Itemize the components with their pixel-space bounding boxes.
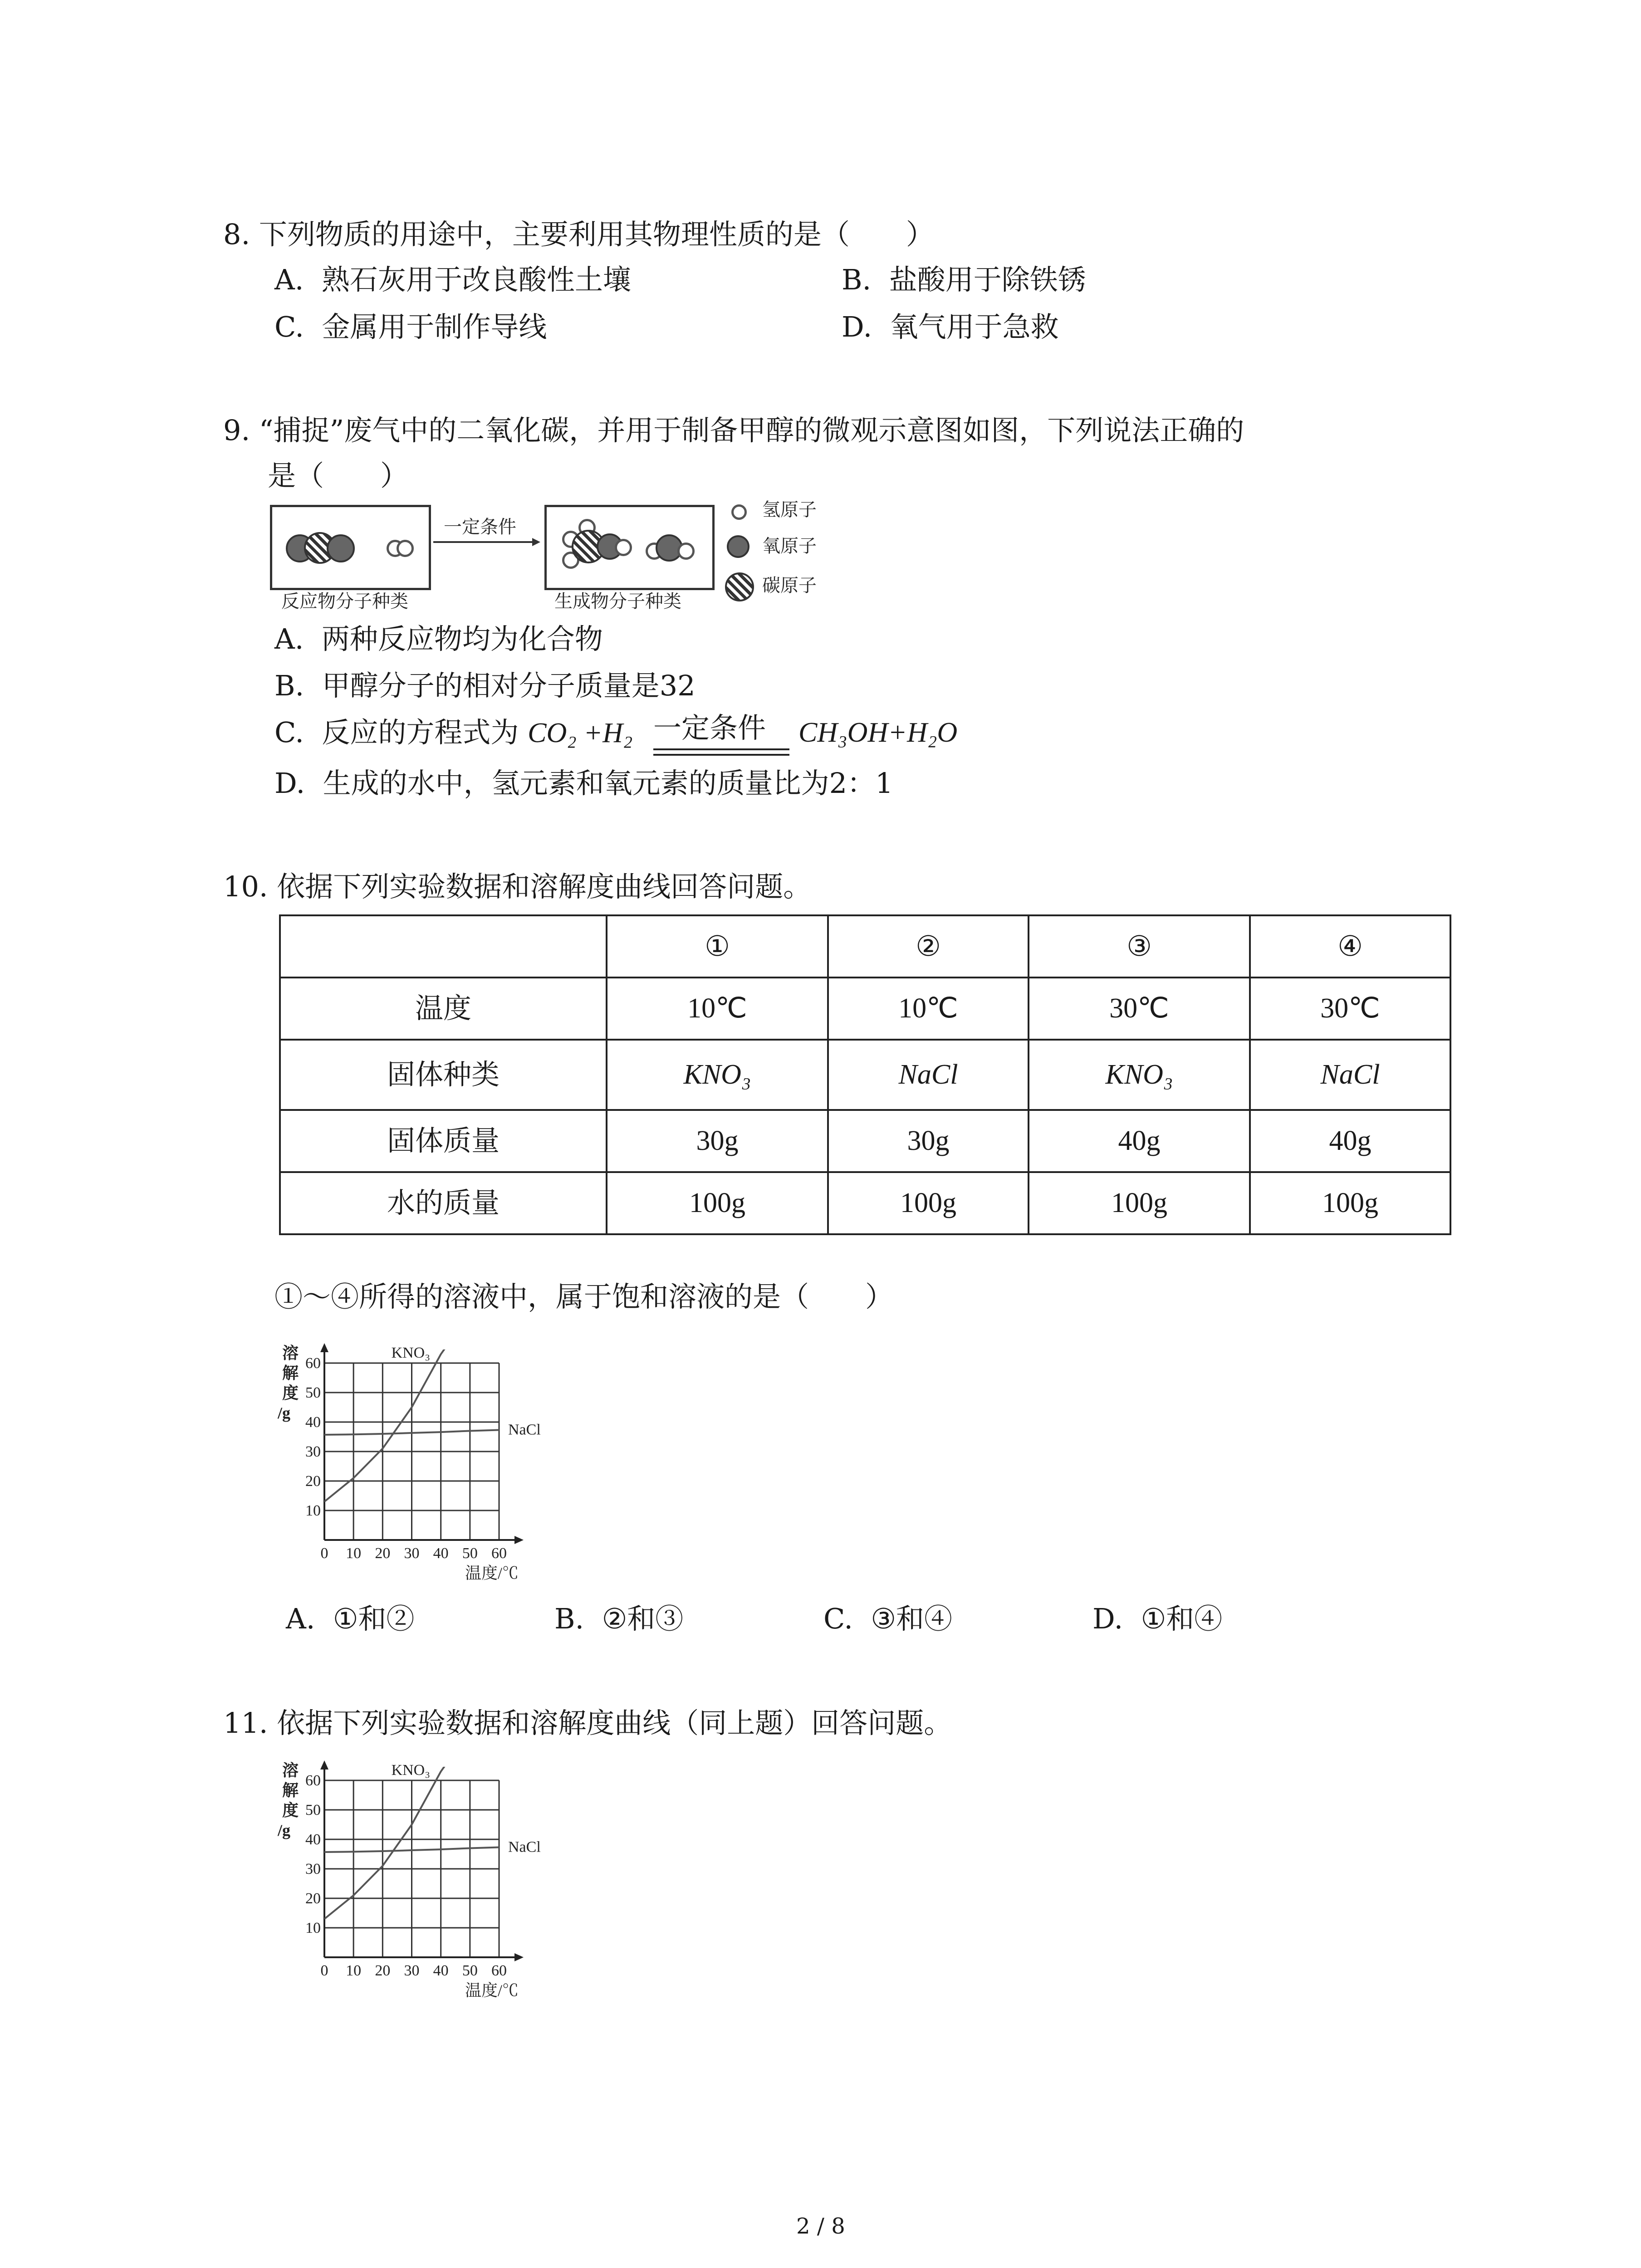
x-tick-label: 20 [375,1962,391,1979]
arrow-condition: 一定条件 [444,517,516,538]
q10-sub-question: ①～④所得的溶液中，属于饱和溶液的是（ ） [274,1280,894,1313]
y-axis-arrow-icon [320,1343,328,1352]
option-text: 反应的方程式为 [322,716,519,749]
hydrogen-legend-icon [731,504,747,520]
option-letter: D. [842,310,872,343]
solubility-curve-svg [272,1746,567,2000]
oxygen-legend-label: 氧原子 [762,536,817,557]
option-letter: A. [274,263,304,296]
hydrogen-atom-icon [677,543,695,560]
reactant-caption: 反应物分子种类 [281,591,408,612]
q8-option-d[interactable] [842,310,1059,344]
option-letter: A. [274,622,304,655]
equation-double-line [653,748,789,756]
x-tick-label: 60 [491,1962,507,1979]
option-text: 生成的水中，氢元素和氧元素的质量比为2：1 [323,767,893,800]
solubility-curve-svg [272,1329,567,1583]
x-tick-label: 0 [320,1962,328,1979]
y-tick-label: 10 [305,1502,321,1519]
x-axis-label: 温度/℃ [465,1564,519,1582]
option-text: ①和② [333,1602,415,1635]
table-cell: NaCl [1250,1040,1450,1110]
hydrogen-atom-icon [397,540,414,557]
reaction-arrow-icon [433,535,542,549]
oxygen-legend-icon [727,535,749,558]
x-axis-label: 温度/℃ [465,1981,519,1999]
carbon-legend-label: 碳原子 [762,575,817,596]
x-tick-label: 30 [404,1545,420,1562]
series-label-nacl: NaCl [508,1421,541,1438]
q10-option-a[interactable] [286,1602,415,1636]
experiment-table [279,914,1451,1235]
equation-products: CH₃OH+H₂O [798,717,958,748]
product-box [544,505,715,590]
x-tick-label: 20 [375,1545,391,1562]
reactant-box [270,505,431,590]
solubility-chart-2 [272,1746,567,2008]
equation-reactants: CO₂ +H₂ [528,718,633,748]
table-cell: KNO₃ [607,1040,828,1110]
carbon-legend-icon [725,572,754,601]
y-axis-arrow-icon [320,1760,328,1769]
option-text: 盐酸用于除铁锈 [889,263,1086,296]
y-tick-label: 40 [305,1414,321,1431]
option-text: 熟石灰用于改良酸性土壤 [321,263,631,296]
option-letter: B. [842,263,872,296]
hydrogen-atom-icon [615,539,632,556]
x-tick-label: 0 [320,1545,328,1562]
q8-option-c[interactable] [274,310,547,344]
product-caption: 生成物分子种类 [554,591,681,612]
table-header-row [280,915,1450,978]
x-tick-label: 40 [433,1545,449,1562]
table-header-cell: ② [828,915,1029,978]
option-text: 氧气用于急救 [890,310,1059,343]
q8-stem: 8. 下列物质的用途中，主要利用其物理性质的是（ ） [223,218,934,251]
solubility-chart-1 [272,1329,567,1590]
x-tick-label: 10 [346,1962,362,1979]
y-tick-label: 50 [305,1384,321,1401]
x-tick-label: 30 [404,1962,420,1979]
x-tick-label: 60 [491,1545,507,1562]
table-row [280,1110,1450,1172]
q11-stem: 11. 依据下列实验数据和溶解度曲线（同上题）回答问题。 [223,1706,952,1740]
oxygen-atom-icon [327,534,355,562]
table-cell: 100g [1029,1172,1250,1234]
series-label-kno3: KNO₃ [391,1762,431,1779]
q9-option-d[interactable] [274,767,893,800]
q10-option-c[interactable] [823,1602,952,1636]
q10-option-d[interactable] [1092,1602,1222,1636]
table-cell [280,915,607,978]
q8-option-b[interactable] [842,263,1086,297]
q9-stem-line2: 是（ ） [268,459,409,492]
y-tick-label: 30 [305,1443,321,1460]
table-header-cell: ④ [1250,915,1450,978]
table-cell: 30g [607,1110,828,1172]
table-cell: 10℃ [828,978,1029,1040]
option-letter: D. [1092,1602,1123,1635]
table-cell: 40g [1029,1110,1250,1172]
hydrogen-legend-label: 氢原子 [762,499,817,520]
y-axis-label: 溶解度/g [278,1344,299,1422]
option-letter: D. [274,767,305,800]
q9-option-b[interactable] [274,669,696,703]
option-text: ①和④ [1141,1602,1223,1635]
option-text: 金属用于制作导线 [322,310,547,343]
table-row [280,1040,1450,1110]
table-header-cell: ① [607,915,828,978]
table-cell: NaCl [828,1040,1029,1110]
option-letter: A. [286,1602,315,1635]
option-letter: C. [274,716,304,749]
q9-option-c[interactable] [274,716,632,750]
x-tick-label: 40 [433,1962,449,1979]
q9-option-a[interactable] [274,622,603,656]
table-cell: 40g [1250,1110,1450,1172]
y-tick-label: 60 [305,1355,321,1372]
table-row [280,978,1450,1040]
row-label: 温度 [280,978,607,1040]
table-cell: 100g [607,1172,828,1234]
option-text: 两种反应物均为化合物 [321,622,603,655]
row-label: 固体质量 [280,1110,607,1172]
series-line-kno3 [324,1751,456,1919]
option-letter: B. [554,1602,584,1635]
option-letter: C. [274,310,304,343]
equation-condition: 一定条件 [653,711,766,744]
y-tick-label: 20 [305,1890,321,1907]
q10-stem: 10. 依据下列实验数据和溶解度曲线回答问题。 [223,870,812,903]
table-header-cell: ③ [1029,915,1250,978]
table-cell: 10℃ [607,978,828,1040]
y-axis-label: 溶解度/g [278,1761,299,1839]
table-cell: 100g [828,1172,1029,1234]
x-tick-label: 10 [346,1545,362,1562]
y-tick-label: 30 [305,1861,321,1877]
q8-option-a[interactable] [274,263,631,297]
option-text: ③和④ [871,1602,952,1635]
option-letter: C. [823,1602,853,1635]
y-tick-label: 50 [305,1802,321,1818]
q9-stem-line1: 9. “捕捉”废气中的二氧化碳，并用于制备甲醇的微观示意图如图，下列说法正确的 [223,414,1244,447]
table-cell: 30g [828,1110,1029,1172]
table-cell: KNO₃ [1029,1040,1250,1110]
series-line-kno3 [324,1334,456,1502]
row-label: 水的质量 [280,1172,607,1234]
table-cell: 30℃ [1250,978,1450,1040]
y-tick-label: 20 [305,1473,321,1490]
option-letter: B. [274,669,304,702]
table-cell: 100g [1250,1172,1450,1234]
page-number: 2 / 8 [796,2214,845,2239]
option-text: ②和③ [602,1602,684,1635]
table-cell: 30℃ [1029,978,1250,1040]
series-label-nacl: NaCl [508,1838,541,1856]
table-row [280,1172,1450,1234]
x-tick-label: 50 [462,1545,478,1562]
option-text: 甲醇分子的相对分子质量是32 [322,669,696,702]
y-tick-label: 10 [305,1920,321,1936]
q10-option-b[interactable] [554,1602,683,1636]
series-label-kno3: KNO₃ [391,1344,431,1361]
x-tick-label: 50 [462,1962,478,1979]
x-axis-arrow-icon [514,1953,524,1961]
y-tick-label: 40 [305,1831,321,1848]
y-tick-label: 60 [305,1772,321,1789]
row-label: 固体种类 [280,1040,607,1110]
x-axis-arrow-icon [514,1536,524,1544]
